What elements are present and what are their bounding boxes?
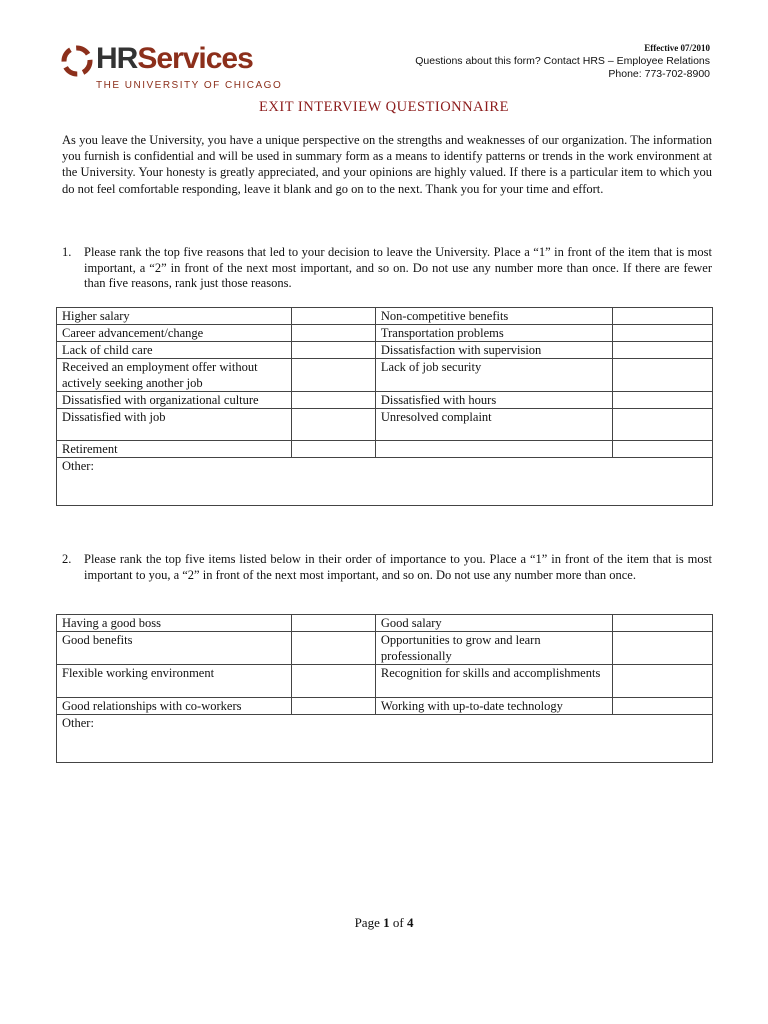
- item-label: Unresolved complaint: [375, 409, 612, 441]
- item-label: Lack of job security: [375, 359, 612, 392]
- table-row: [57, 615, 713, 632]
- item-label: Good salary: [375, 615, 612, 632]
- rank-input-cell[interactable]: [292, 308, 376, 325]
- table-row: [57, 632, 713, 665]
- table-row: [57, 308, 713, 325]
- item-label: Transportation problems: [375, 325, 612, 342]
- rank-input-cell[interactable]: [613, 392, 713, 409]
- rank-input-cell[interactable]: [292, 698, 376, 715]
- item-label: Dissatisfaction with supervision: [375, 342, 612, 359]
- table-row: [57, 342, 713, 359]
- question-1: [62, 245, 712, 292]
- other-field[interactable]: Other:: [57, 715, 713, 763]
- item-label: Good relationships with co-workers: [57, 698, 292, 715]
- rank-input-cell[interactable]: [613, 615, 713, 632]
- question-text: Please rank the top five items listed below in their order of importance to you. Place a “1” in front of the item that is most important to you, a “2” in front of the next most important, and so on. Do not use any number more than once.: [84, 552, 712, 582]
- rank-input-cell[interactable]: [292, 632, 376, 665]
- page-number: Page 1 of 4: [354, 915, 414, 930]
- contact-block: [415, 42, 710, 81]
- item-label: Retirement: [57, 441, 292, 458]
- contact-phone: Phone: 773-702-8900: [608, 68, 710, 80]
- reasons-table: [56, 307, 713, 506]
- item-label: Opportunities to grow and learn professionally: [375, 632, 612, 665]
- item-label: Non-competitive benefits: [375, 308, 612, 325]
- logo-ring-icon: [60, 44, 94, 78]
- rank-input-cell[interactable]: [292, 409, 376, 441]
- item-label: Working with up-to-date technology: [375, 698, 612, 715]
- rank-input-cell[interactable]: [613, 325, 713, 342]
- question-number: 2.: [62, 552, 72, 566]
- page-title: EXIT INTERVIEW QUESTIONNAIRE: [259, 99, 509, 115]
- question-text: Please rank the top five reasons that led to your decision to leave the University. Place a “1” in front of the item that is most important, a “2” in front of the next most important, and so on. Do not use any number more than once. If there are fewer than five reasons, rank just those reasons.: [84, 245, 712, 290]
- hr-services-logo: [60, 40, 290, 100]
- item-label: Recognition for skills and accomplishments: [375, 665, 612, 698]
- other-row[interactable]: [57, 715, 713, 763]
- rank-input-cell[interactable]: [613, 698, 713, 715]
- question-2: [62, 552, 712, 583]
- table-row: [57, 359, 713, 392]
- rank-input-cell[interactable]: [613, 665, 713, 698]
- item-label: Having a good boss: [57, 615, 292, 632]
- item-label: Higher salary: [57, 308, 292, 325]
- rank-input-cell[interactable]: [292, 615, 376, 632]
- importance-table: [56, 614, 713, 763]
- rank-input-cell[interactable]: [613, 308, 713, 325]
- logo-wordmark: HRServices: [96, 42, 253, 75]
- item-label: Dissatisfied with organizational culture: [57, 392, 292, 409]
- table-row: [57, 665, 713, 698]
- other-field[interactable]: Other:: [57, 458, 713, 506]
- table-row: [57, 698, 713, 715]
- rank-input-cell[interactable]: [613, 342, 713, 359]
- item-label: Flexible working environment: [57, 665, 292, 698]
- rank-input-cell[interactable]: [292, 392, 376, 409]
- rank-input-cell[interactable]: [292, 665, 376, 698]
- rank-input-cell[interactable]: [292, 342, 376, 359]
- rank-input-cell[interactable]: [613, 409, 713, 441]
- rank-input-cell[interactable]: [292, 325, 376, 342]
- effective-date: Effective 07/2010: [644, 43, 710, 53]
- rank-input-cell[interactable]: [292, 441, 376, 458]
- item-label: Good benefits: [57, 632, 292, 665]
- rank-input-cell[interactable]: [613, 632, 713, 665]
- question-number: 1.: [62, 245, 72, 259]
- item-label: Dissatisfied with job: [57, 409, 292, 441]
- rank-input-cell[interactable]: [292, 359, 376, 392]
- contact-line: Questions about this form? Contact HRS – Employee Relations: [415, 55, 710, 67]
- item-label: Dissatisfied with hours: [375, 392, 612, 409]
- table-row: [57, 441, 713, 458]
- other-row[interactable]: [57, 458, 713, 506]
- item-label: Career advancement/change: [57, 325, 292, 342]
- item-label: Lack of child care: [57, 342, 292, 359]
- table-row: [57, 409, 713, 441]
- intro-paragraph: As you leave the University, you have a unique perspective on the strengths and weaknesses of our organization. The information you furnish is confidential and will be used in summary form as a means to identify patterns or trends in the work environment at the University. Your honesty is greatly appreciated, and your opinions are highly valued. If there is a particular item to which you do not feel comfortable responding, leave it blank and go on to the next. Thank you for your time and effort.: [62, 133, 712, 196]
- rank-input-cell[interactable]: [613, 441, 713, 458]
- logo-subtitle: THE UNIVERSITY OF CHICAGO: [96, 80, 283, 91]
- table-row: [57, 325, 713, 342]
- item-label: [375, 441, 612, 458]
- item-label: Received an employment offer without actively seeking another job: [57, 359, 292, 392]
- table-row: [57, 392, 713, 409]
- rank-input-cell[interactable]: [613, 359, 713, 392]
